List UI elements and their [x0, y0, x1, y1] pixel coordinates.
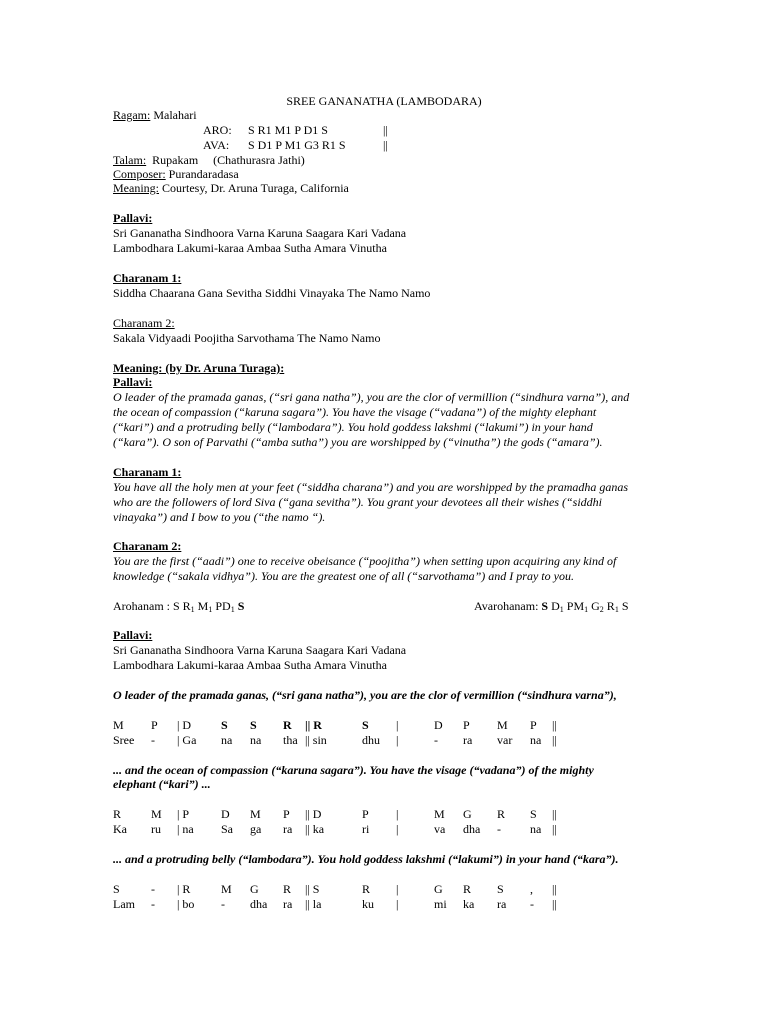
avarohanam-label: Avarohanam:	[474, 599, 542, 613]
notation-caption-3: ... and a protruding belly (“lambodara”). You hold goddess lakshmi (“lakumi”) in your hand (“kara”).	[113, 852, 619, 866]
notation-cell: R	[362, 882, 371, 896]
notation-cell: M	[221, 882, 232, 896]
pallavi-line-1: Sri Gananatha Sindhoora Varna Karuna Saagara Kari Vadana	[113, 226, 407, 240]
arohanam-line: Arohanam : S $R_1$ $M_1$ $PD_1$ S	[113, 599, 245, 614]
notation-cell: | P	[177, 807, 190, 821]
avarohanam-line: Avarohanam: S $D_1$ $PM_1$ $G_2$ $R_1$ S	[474, 599, 629, 614]
notation-cell: R	[283, 718, 292, 732]
charanam1-heading: Charanam 1:	[113, 271, 182, 285]
notation-cell: dhu	[362, 733, 380, 747]
notation-cell: | D	[177, 718, 192, 732]
notation-cell: M	[497, 718, 508, 732]
talam-label: Talam:	[113, 153, 147, 167]
notation-cell: ri	[362, 822, 370, 836]
notation-cell: |	[396, 733, 399, 747]
notation-cell: ||	[552, 882, 557, 896]
pallavi2-line-1: Sri Gananatha Sindhoora Varna Karuna Saagara Kari Vadana	[113, 643, 407, 657]
notation-cell: S	[530, 807, 537, 821]
meaning-pallavi-line: the ocean of compassion (“karuna sagara”). You have the visage (“vadana”) of the mighty elephant	[113, 405, 597, 419]
notation-cell: || S	[305, 882, 320, 896]
meaning-charanam1-heading: Charanam 1:	[113, 465, 182, 479]
pallavi2-line-2: Lambodhara Lakumi-karaa Ambaa Sutha Amara Vinutha	[113, 658, 387, 672]
notation-cell: || ka	[305, 822, 325, 836]
pallavi-line-2: Lambodhara Lakumi-karaa Ambaa Sutha Amara Vinutha	[113, 241, 387, 255]
notation-cell: R	[283, 882, 292, 896]
notation-cell: S	[113, 882, 120, 896]
notation-cell: R	[497, 807, 506, 821]
notation-cell: | bo	[177, 897, 195, 911]
aro-end: ||	[383, 123, 388, 137]
notation-cell: Ka	[113, 822, 127, 836]
meaning-pallavi-line: O leader of the pramada ganas, (“sri gana natha”), you are the clor of vermillion (“sindhura varna”), and	[113, 390, 630, 404]
notation-cell: || D	[305, 807, 322, 821]
ava-end: ||	[383, 138, 388, 152]
notation-cell: ku	[362, 897, 374, 911]
talam-line	[113, 153, 305, 167]
composer-label: Composer:	[113, 167, 166, 181]
notation-cell: dha	[250, 897, 268, 911]
notation-cell: na	[221, 733, 233, 747]
notation-cell: ||	[552, 733, 557, 747]
notation-cell: D	[434, 718, 443, 732]
notation-cell: P	[151, 718, 158, 732]
meaning-pallavi-heading: Pallavi:	[113, 375, 153, 389]
charanam2-line: Sakala Vidyaadi Poojitha Sarvothama The Namo Namo	[113, 331, 381, 345]
charanam1-line: Siddha Chaarana Gana Sevitha Siddhi Vinayaka The Namo Namo	[113, 286, 431, 300]
notation-cell: ka	[463, 897, 475, 911]
notation-cell: ru	[151, 822, 161, 836]
notation-cell: || la	[305, 897, 322, 911]
meaning-credit-value: Courtesy, Dr. Aruna Turaga, California	[159, 181, 349, 195]
ragam-line	[113, 108, 197, 122]
meaning-charanam2-heading: Charanam 2:	[113, 539, 182, 553]
notation-cell: S	[221, 718, 228, 732]
notation-cell: -	[151, 897, 155, 911]
notation-cell: mi	[434, 897, 447, 911]
notation-cell: || R	[305, 718, 322, 732]
notation-cell: M	[151, 807, 162, 821]
notation-cell: na	[530, 733, 542, 747]
notation-cell: P	[463, 718, 470, 732]
notation-cell: -	[151, 733, 155, 747]
page-title: SREE GANANATHA (LAMBODARA)	[286, 94, 482, 108]
notation-cell: M	[113, 718, 124, 732]
notation-cell: G	[434, 882, 443, 896]
notation-cell: var	[497, 733, 513, 747]
meaning-charanam1-line: You have all the holy men at your feet (“siddha charana”) and you are worshipped by the pramadha ganas	[113, 480, 629, 494]
notation-caption-2a: ... and the ocean of compassion (“karuna sagara”). You have the visage (“vadana”) of the mighty	[113, 763, 594, 777]
aro-value: S R1 M1 P D1 S	[248, 123, 328, 137]
notation-cell: na	[250, 733, 262, 747]
notation-cell: G	[463, 807, 472, 821]
notation-cell: |	[396, 822, 399, 836]
notation-cell: ra	[463, 733, 473, 747]
pallavi-heading: Pallavi:	[113, 211, 153, 225]
notation-cell: ||	[552, 718, 557, 732]
ragam-label: Ragam:	[113, 108, 151, 122]
notation-caption-2b: elephant (“kari”) ...	[113, 777, 211, 791]
notation-cell: ||	[552, 822, 557, 836]
notation-cell: -	[151, 882, 155, 896]
ragam-value: Malahari	[150, 108, 197, 122]
notation-cell: | R	[177, 882, 191, 896]
meaning-charanam1-line: who are the followers of lord Siva (“gana sevitha”). You grant your devotees all their wishes (“siddhi	[113, 495, 602, 509]
notation-cell: P	[530, 718, 537, 732]
meaning-heading: Meaning: (by Dr. Aruna Turaga):	[113, 361, 285, 375]
notation-cell: R	[113, 807, 122, 821]
notation-cell: -	[497, 822, 501, 836]
meaning-charanam2-line: knowledge (“sakala vidhya”). You are the greatest one of all (“sarvothama”) and I pray to you.	[113, 569, 574, 583]
composer-value: Purandaradasa	[165, 167, 239, 181]
notation-cell: S	[250, 718, 257, 732]
pallavi2-heading: Pallavi:	[113, 628, 153, 642]
meaning-charanam1-line: vinayaka”) and I bow to you (“the namo “).	[113, 510, 326, 524]
notation-cell: tha	[283, 733, 298, 747]
ava-label: AVA:	[203, 138, 230, 152]
talam-value: Rupakam (Chathurasra Jathi)	[146, 153, 305, 167]
notation-cell: | na	[177, 822, 194, 836]
notation-cell: R	[463, 882, 472, 896]
notation-cell: ,	[530, 882, 533, 896]
meaning-pallavi-line: (“kara”). O son of Parvathi (“amba sutha”) you are worshipped by (“vinutha”) the gods (“amara”).	[113, 435, 603, 449]
charanam2-heading: Charanam 2:	[113, 316, 175, 330]
meaning-credit-label: Meaning:	[113, 181, 159, 195]
notation-cell: M	[434, 807, 445, 821]
arohanam-label: Arohanam :	[113, 599, 173, 613]
notation-cell: ra	[283, 897, 293, 911]
notation-cell: || sin	[305, 733, 327, 747]
notation-caption-1: O leader of the pramada ganas, (“sri gana natha”), you are the clor of vermillion (“sindhura varna”),	[113, 688, 617, 702]
notation-cell: -	[221, 897, 225, 911]
meaning-charanam2-line: You are the first (“aadi”) one to receive obeisance (“poojitha”) when setting upon acquiring any kind of	[113, 554, 617, 568]
meaning-credit-line	[113, 181, 349, 195]
notation-cell: ra	[497, 897, 507, 911]
notation-cell: |	[396, 897, 399, 911]
notation-cell: |	[396, 718, 399, 732]
notation-cell: |	[396, 807, 399, 821]
notation-cell: ||	[552, 807, 557, 821]
notation-cell: D	[221, 807, 230, 821]
notation-cell: Lam	[113, 897, 135, 911]
notation-cell: -	[434, 733, 438, 747]
notation-cell: S	[497, 882, 504, 896]
notation-cell: -	[530, 897, 534, 911]
aro-label: ARO:	[203, 123, 232, 137]
meaning-pallavi-line: (“kari”) and a protruding belly (“lambodara”). You hold goddess lakshmi (“lakumi”) in your hand	[113, 420, 593, 434]
ava-value: S D1 P M1 G3 R1 S	[248, 138, 346, 152]
notation-cell: Sree	[113, 733, 135, 747]
notation-cell: ||	[552, 897, 557, 911]
notation-cell: M	[250, 807, 261, 821]
notation-cell: Sa	[221, 822, 233, 836]
notation-cell: | Ga	[177, 733, 197, 747]
notation-cell: |	[396, 882, 399, 896]
composer-line	[113, 167, 239, 181]
notation-cell: ra	[283, 822, 293, 836]
notation-cell: P	[283, 807, 290, 821]
notation-cell: G	[250, 882, 259, 896]
notation-cell: va	[434, 822, 446, 836]
notation-cell: P	[362, 807, 369, 821]
notation-cell: na	[530, 822, 542, 836]
notation-cell: dha	[463, 822, 481, 836]
notation-cell: S	[362, 718, 369, 732]
notation-cell: ga	[250, 822, 262, 836]
